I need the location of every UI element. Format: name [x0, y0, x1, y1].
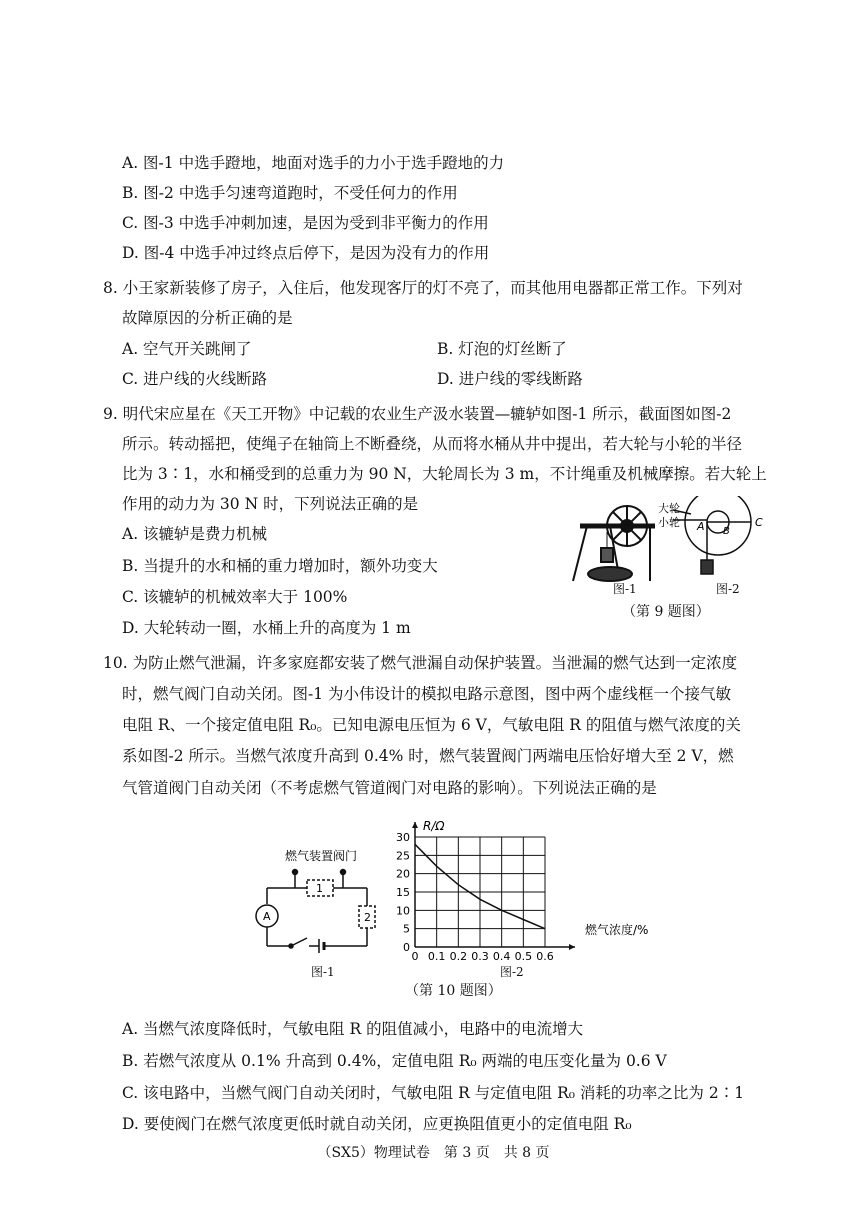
q7-option-d: D. 图-4 中选手冲过终点后停下，是因为没有力的作用 — [122, 244, 490, 262]
q8-option-d: D. 进户线的零线断路 — [437, 370, 583, 388]
q10-option-c: C. 该电路中，当燃气阀门自动关闭时，气敏电阻 R 与定值电阻 R₀ 消耗的功率之比为 2∶1 — [122, 1084, 745, 1102]
q8-option-a: A. 空气开关跳闸了 — [122, 340, 252, 358]
q9-stem-line-1: 9. 明代宋应星在《天工开物》中记载的农业生产汲水装置—辘轳如图-1 所示，截面图如图-2 — [103, 405, 732, 423]
q10-resistance-chart — [395, 812, 655, 962]
q9-option-a: A. 该辘轳是费力机械 — [122, 525, 268, 543]
y-tick-label: 20 — [396, 867, 410, 881]
x-tick-label: 0.1 — [427, 950, 446, 962]
chart-y-axis-label: R/Ω — [423, 819, 445, 833]
q10-circuit-diagram — [255, 842, 395, 962]
q10-stem-line-3: 电阻 R、一个接定值电阻 R₀。已知电源电压恒为 6 V，气敏电阻 R 的阻值与燃气浓度的关 — [122, 716, 741, 734]
x-tick-label: 0.6 — [536, 950, 554, 962]
windlass-section-diagram — [673, 496, 751, 574]
q9-fig2-label: 图-2 — [716, 582, 740, 596]
q10-option-d: D. 要使阀门在燃气浓度更低时就自动关闭，应更换阻值更小的定值电阻 R₀ — [122, 1115, 632, 1133]
point-a-label: A — [697, 520, 705, 533]
box-1-label: 1 — [316, 882, 323, 895]
point-c-label: C — [755, 516, 763, 529]
q8-option-b: B. 灯泡的灯丝断了 — [437, 340, 567, 358]
q8-stem-line-2: 故障原因的分析正确的是 — [122, 309, 293, 327]
q10-option-a: A. 当燃气浓度降低时，气敏电阻 R 的阻值减小，电路中的电流增大 — [122, 1020, 584, 1038]
chart-x-axis-label: 燃气浓度/% — [585, 923, 649, 937]
windlass-illustration — [573, 506, 655, 581]
valve-title-label: 燃气装置阀门 — [285, 849, 358, 863]
q7-option-b: B. 图-2 中选手匀速弯道跑时，不受任何力的作用 — [122, 184, 458, 202]
y-tick-label: 5 — [403, 922, 410, 936]
x-tick-label: 0.4 — [492, 950, 511, 962]
q10-figure-caption: （第 10 题图） — [405, 983, 502, 999]
y-axis-arrow — [412, 822, 418, 828]
q7-option-a: A. 图-1 中选手蹬地，地面对选手的力小于选手蹬地的力 — [122, 154, 505, 172]
q10-stem-line-4: 系如图-2 所示。当燃气浓度升高到 0.4% 时，燃气装置阀门两端电压恰好增大至 2 V，燃 — [122, 747, 734, 765]
y-tick-label: 25 — [396, 849, 410, 863]
big-wheel-label: 大轮 — [658, 502, 680, 515]
small-wheel-label: 小轮 — [658, 516, 680, 529]
q10-stem-line-2: 时，燃气阀门自动关闭。图-1 为小伟设计的模拟电路示意图，图中两个虚线框一个接气敏 — [122, 685, 732, 703]
y-tick-label: 10 — [396, 904, 410, 918]
q10-fig1-label: 图-1 — [311, 965, 335, 979]
q7-option-c: C. 图-3 中选手冲刺加速，是因为受到非平衡力的作用 — [122, 214, 489, 232]
q8-option-c: C. 进户线的火线断路 — [122, 370, 268, 388]
chart-grid — [415, 837, 545, 947]
q10-option-b: B. 若燃气浓度从 0.1% 升高到 0.4%，定值电阻 R₀ 两端的电压变化量为 0.6 V — [122, 1052, 667, 1070]
q8-stem-line-1: 8. 小王家新装修了房子，入住后，他发现客厅的灯不亮了，而其他用电器都正常工作。下列对 — [103, 279, 743, 297]
y-tick-label: 30 — [396, 831, 410, 844]
y-tick-label: 15 — [396, 886, 410, 899]
q10-stem-line-5: 气管道阀门自动关闭（不考虑燃气管道阀门对电路的影响）。下列说法正确的是 — [122, 779, 657, 797]
q9-stem-line-3: 比为 3∶1，水和桶受到的总重力为 90 N，大轮周长为 3 m，不计绳重及机械摩擦。若大轮上 — [122, 465, 767, 483]
q9-option-d: D. 大轮转动一圈，水桶上升的高度为 1 m — [122, 619, 411, 637]
q9-option-c: C. 该辘轳的机械效率大于 100% — [122, 588, 348, 606]
q10-stem-line-1: 10. 为防止燃气泄漏，许多家庭都安装了燃气泄漏自动保护装置。当泄漏的燃气达到一定浓度 — [103, 654, 738, 672]
q9-stem-line-4: 作用的动力为 30 N 时，下列说法正确的是 — [122, 495, 419, 513]
x-tick-label: 0.2 — [449, 950, 468, 962]
x-tick-label: 0.3 — [471, 950, 489, 962]
q9-figure-caption: （第 9 题图） — [622, 604, 710, 620]
x-tick-label: 0 — [411, 950, 419, 962]
q9-option-b: B. 当提升的水和桶的重力增加时，额外功变大 — [122, 557, 438, 575]
x-axis-arrow — [569, 944, 575, 950]
x-tick-label: 0.5 — [514, 950, 533, 962]
point-b-label: B — [723, 526, 730, 537]
box-2-label: 2 — [364, 911, 371, 924]
q10-fig2-label: 图-2 — [500, 965, 524, 979]
page-footer: （SX5）物理试卷 第 3 页 共 8 页 — [317, 1145, 550, 1161]
q9-fig1-label: 图-1 — [613, 582, 637, 596]
ammeter-label: A — [263, 910, 271, 923]
y-tick-label: 0 — [403, 941, 410, 954]
q9-stem-line-2: 所示。转动摇把，使绳子在轴筒上不断叠绕，从而将水桶从井中提出，若大轮与小轮的半径 — [122, 435, 743, 453]
